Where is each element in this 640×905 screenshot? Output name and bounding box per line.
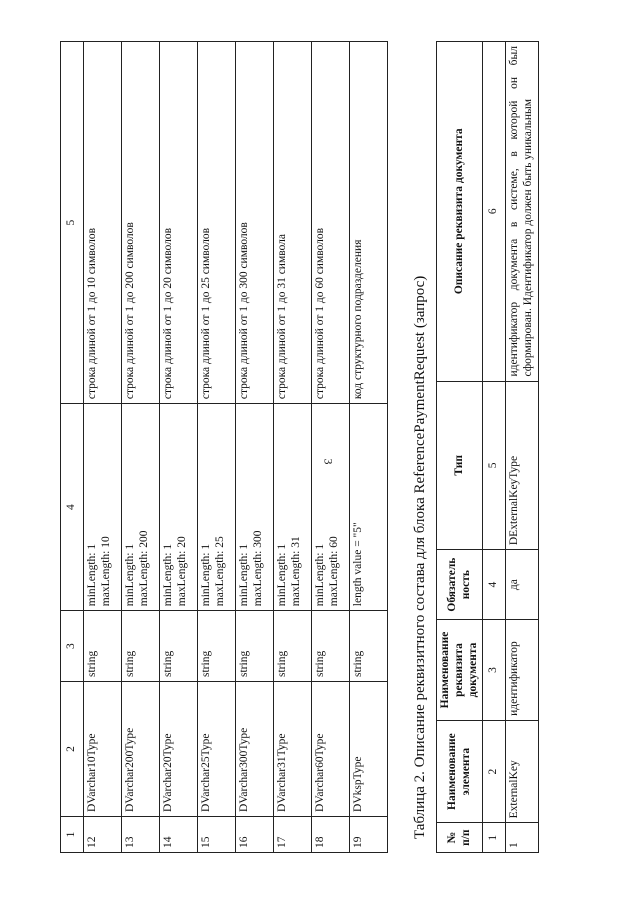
- type-name: DVarchar60Type: [312, 682, 350, 817]
- row-number: 17: [274, 816, 312, 852]
- table-row: [84, 42, 122, 853]
- base-type: string: [312, 611, 350, 682]
- table-2-title: Таблица 2. Описание реквизитного состава для блока ReferencePaymentRequest (запрос): [412, 275, 428, 839]
- restrictions: [236, 404, 274, 611]
- type-name: DVarchar300Type: [236, 682, 274, 817]
- row-number: 18: [312, 816, 350, 852]
- row-number: 12: [84, 816, 122, 852]
- page-number: 3: [321, 458, 336, 465]
- type-name: DVarchar200Type: [122, 682, 160, 817]
- header-type: Тип: [437, 381, 483, 550]
- type-description: строка длиной от 1 до 25 символов: [198, 42, 236, 404]
- base-type: string: [350, 611, 388, 682]
- row-number: 19: [350, 816, 388, 852]
- restriction-max: maxLength: 60: [327, 536, 340, 607]
- base-type: string: [160, 611, 198, 682]
- element-description: идентификатор документа в системе, в которой он был сформирован. Идентификатор должен быть уникальным: [506, 42, 539, 382]
- table-row: [198, 42, 236, 853]
- restriction-min: minLength: 1: [276, 543, 288, 607]
- restriction-min: minLength: 1: [86, 543, 98, 607]
- table-header-numbers: [61, 42, 84, 853]
- header-element-name: Наименование элемента: [437, 720, 483, 823]
- restriction-min: minLength: 1: [200, 543, 212, 607]
- type-description: строка длиной от 1 до 60 символов: [312, 42, 350, 404]
- table-header: [437, 42, 483, 853]
- row-number: 1: [506, 823, 539, 853]
- table-row: [350, 42, 388, 853]
- col-number: 4: [483, 550, 506, 620]
- type-description: строка длиной от 1 до 10 символов: [84, 42, 122, 404]
- type-description: строка длиной от 1 до 300 символов: [236, 42, 274, 404]
- restriction-min: minLength: 1: [314, 543, 326, 607]
- col-number: 5: [61, 42, 84, 404]
- restriction-min: minLength: 1: [238, 543, 250, 607]
- base-type: string: [274, 611, 312, 682]
- requisites-table: [436, 41, 539, 853]
- col-number: 1: [61, 816, 84, 852]
- restrictions: [350, 404, 388, 611]
- header-number: № п/п: [437, 823, 483, 853]
- row-number: 13: [122, 816, 160, 852]
- type-description: строка длиной от 1 до 200 символов: [122, 42, 160, 404]
- restriction-length: length value = "5": [352, 522, 364, 607]
- col-number: 2: [483, 720, 506, 823]
- base-type: string: [84, 611, 122, 682]
- type-name: DVkspType: [350, 682, 388, 817]
- restrictions: [122, 404, 160, 611]
- row-number: 16: [236, 816, 274, 852]
- row-number: 15: [198, 816, 236, 852]
- type-name: DVarchar25Type: [198, 682, 236, 817]
- restrictions: [312, 404, 350, 611]
- type-name: DVarchar20Type: [160, 682, 198, 817]
- restriction-max: maxLength: 300: [251, 530, 264, 607]
- col-number: 2: [61, 682, 84, 817]
- base-type: string: [198, 611, 236, 682]
- col-number: 5: [483, 381, 506, 550]
- type-name: DVarchar10Type: [84, 682, 122, 817]
- col-number: 1: [483, 823, 506, 853]
- restriction-max: maxLength: 200: [137, 530, 150, 607]
- types-table: [60, 41, 388, 853]
- col-number: 3: [61, 611, 84, 682]
- required-flag: да: [506, 550, 539, 620]
- header-required: Обязатель ность: [437, 550, 483, 620]
- table-row: [274, 42, 312, 853]
- restriction-max: maxLength: 10: [99, 536, 112, 607]
- base-type: string: [236, 611, 274, 682]
- restrictions: [160, 404, 198, 611]
- restriction-max: maxLength: 20: [175, 536, 188, 607]
- table-row: [160, 42, 198, 853]
- col-number: 4: [61, 404, 84, 611]
- restrictions: [274, 404, 312, 611]
- col-number: 6: [483, 42, 506, 382]
- table-row: [506, 42, 539, 853]
- row-number: 14: [160, 816, 198, 852]
- base-type: string: [122, 611, 160, 682]
- header-requisite-name: Наименование реквизита документа: [437, 620, 483, 721]
- restrictions: [84, 404, 122, 611]
- table-header-numbers: [483, 42, 506, 853]
- type-description: строка длиной от 1 до 20 символов: [160, 42, 198, 404]
- restriction-max: maxLength: 25: [213, 536, 226, 607]
- restriction-min: minLength: 1: [124, 543, 136, 607]
- restriction-max: maxLength: 31: [289, 536, 302, 607]
- col-number: 3: [483, 620, 506, 721]
- element-name: ExternalKey: [506, 720, 539, 823]
- requisite-name: идентификатор: [506, 620, 539, 721]
- type-name: DVarchar31Type: [274, 682, 312, 817]
- table-row: [122, 42, 160, 853]
- type-description: код структурного подразделения: [350, 42, 388, 404]
- type-description: строка длиной от 1 до 31 символа: [274, 42, 312, 404]
- table-row: [312, 42, 350, 853]
- restriction-min: minLength: 1: [162, 543, 174, 607]
- restrictions: [198, 404, 236, 611]
- element-type: DExternalKeyType: [506, 381, 539, 550]
- table-row: [236, 42, 274, 853]
- header-description: Описание реквизита документа: [437, 42, 483, 382]
